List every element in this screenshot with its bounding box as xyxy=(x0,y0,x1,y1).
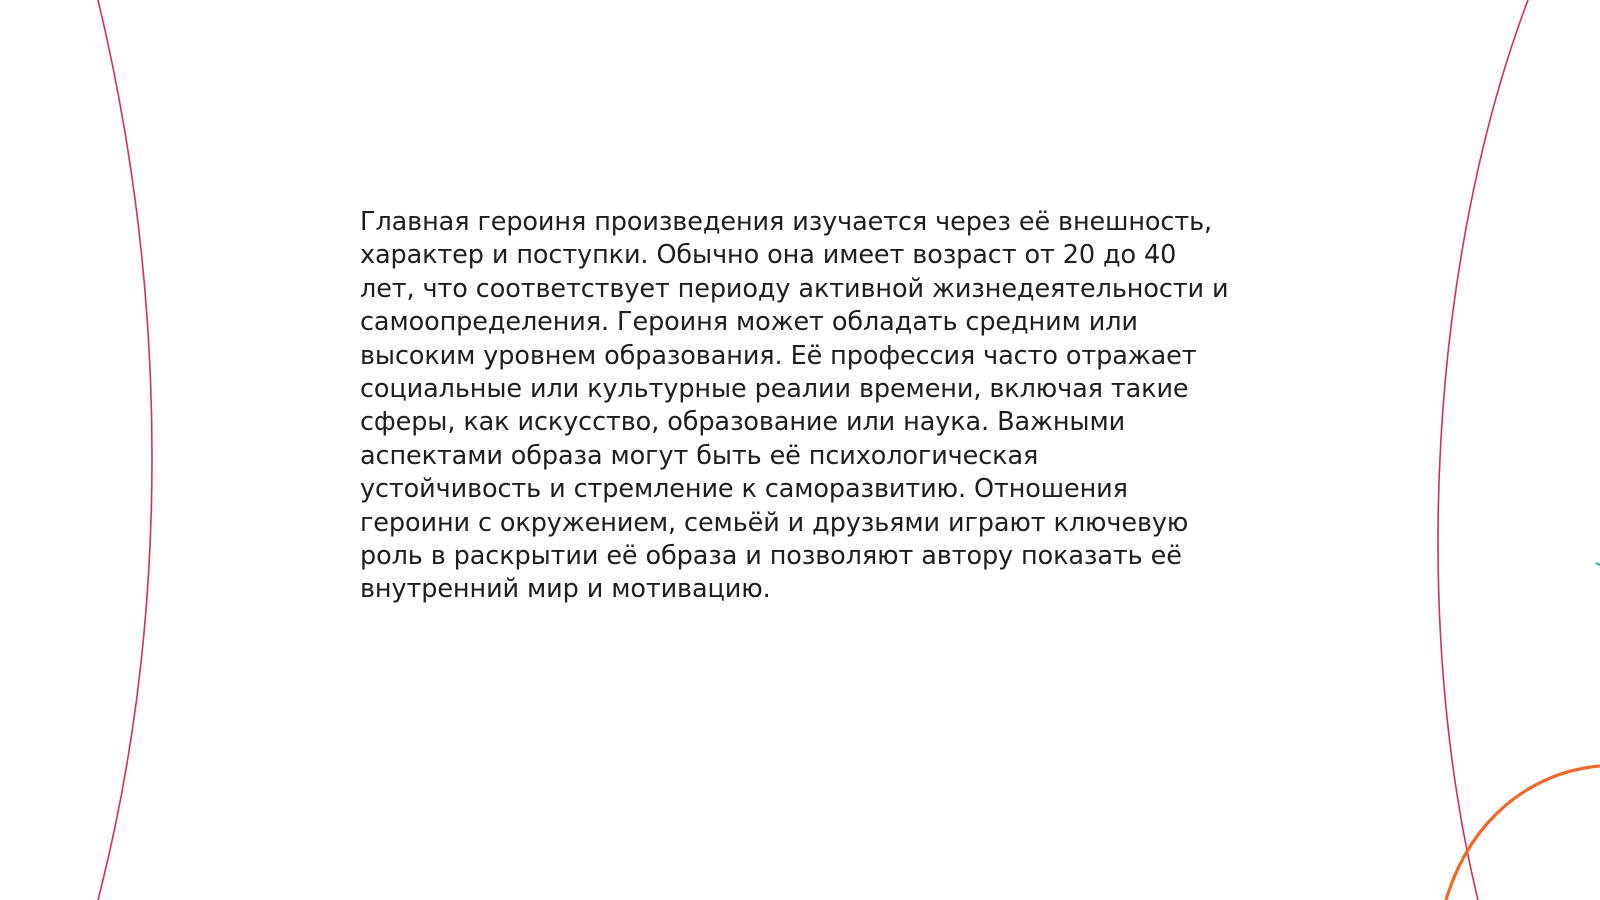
teal-decorative-mark xyxy=(1596,563,1600,565)
right-decorative-curve xyxy=(1438,0,1528,900)
slide-body-text: Главная героиня произведения изучается через её внешность, характер и поступки. Обычно она имеет возраст от 20 до 40 лет, что соответствует периоду активной жизнедеятельности и самоопределения. Героиня может обладать средним или высоким уровнем образования. Её профессия часто отражает социальные или культурные реалии времени, включая такие сферы, как искусство, образование или наука. Важными аспектами образа могут быть её психологическая устойчивость и стремление к саморазвитию. Отношения героини с окружением, семьёй и друзьями играют ключевую роль в раскрытии её образа и позволяют автору показать её внутренний мир и мотивацию. xyxy=(360,207,1229,605)
orange-decorative-arc xyxy=(1446,766,1600,900)
left-decorative-curve xyxy=(98,0,152,900)
